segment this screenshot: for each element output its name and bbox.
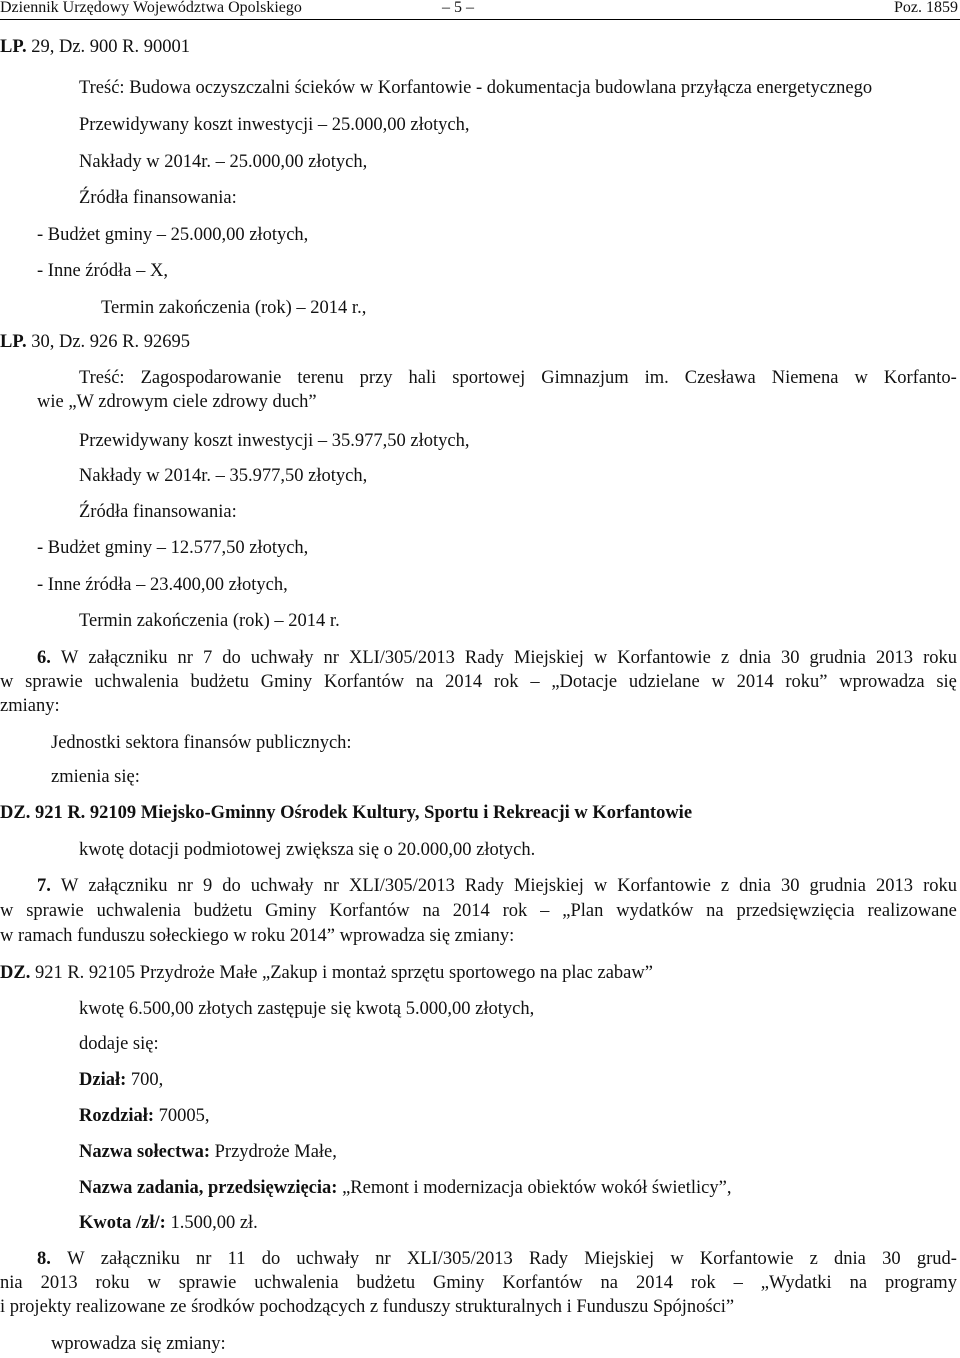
word: wydatków [616, 901, 694, 921]
word: grud- [916, 1249, 957, 1269]
para-8-number: 8. [37, 1249, 51, 1269]
lp-29-codes: 29, Dz. 900 R. 90001 [31, 37, 190, 57]
word: uchwalenia [254, 1273, 339, 1293]
nazwa-solectwa-value: Przydroże Małe, [214, 1142, 337, 1162]
dz-label: DZ. [0, 963, 31, 983]
lp-label: LP. [0, 332, 27, 352]
word: do [261, 1249, 281, 1269]
para-6-line2 [0, 673, 957, 692]
word: nr [177, 648, 193, 668]
word: XLI/305/2013 [348, 648, 455, 668]
kwota-label: Kwota /zł/: [79, 1213, 166, 1233]
word: 2013 [40, 1273, 78, 1293]
word: „Wydatki [760, 1273, 832, 1293]
word: nr [323, 876, 339, 896]
word: Korfantów [329, 901, 410, 921]
word: hali [408, 368, 437, 388]
word: uchwały [250, 648, 314, 668]
word: Korfantowie [617, 648, 711, 668]
word: sprawie [178, 1273, 237, 1293]
word: 2014 [736, 672, 774, 692]
word: Zagospodarowanie [140, 368, 282, 388]
word: w [670, 1249, 684, 1269]
para-6-dz-heading: DZ. 921 R. 92109 Miejsko-Gminny Ośrodek Kultury, Sportu i Rekreacji w Korfantowie [0, 803, 693, 823]
word: Miejskiej [584, 1249, 655, 1269]
word: roku [923, 876, 957, 896]
word: 2014 [635, 1273, 673, 1293]
word: Rady [464, 876, 504, 896]
word: im. [644, 368, 669, 388]
word: grudnia [809, 876, 866, 896]
para-7-rozdzial [79, 1107, 210, 1126]
para-6-kwota: kwotę dotacji podmiotowej zwiększa się o 20.000,00 złotych. [79, 840, 536, 860]
word: nr [323, 648, 339, 668]
kwota-value: 1.500,00 zł. [170, 1213, 258, 1233]
word: na [849, 1273, 868, 1293]
dzial-value: 700, [130, 1070, 164, 1090]
nazwa-zadania-label: Nazwa zadania, przedsięwzięcia: [79, 1178, 338, 1198]
word: – [733, 1273, 743, 1293]
word: na [706, 901, 724, 921]
word: w [711, 672, 725, 692]
para-7-kwote: kwotę 6.500,00 złotych zastępuje się kwotą 5.000,00 złotych, [79, 999, 535, 1019]
para-7-line1 [37, 877, 957, 896]
dzial-label: Dział: [79, 1070, 127, 1090]
word: dnia [739, 876, 771, 896]
word: nia [0, 1273, 23, 1293]
word: załączniku [88, 648, 168, 668]
lp-29-heading [0, 38, 190, 57]
word: w [854, 368, 868, 388]
lp-30-zrodla: Źródła finansowania: [79, 502, 237, 522]
word: – [530, 672, 540, 692]
word: 2014 [452, 901, 490, 921]
word: Gimnazjum [541, 368, 629, 388]
word: na [600, 1273, 618, 1293]
word: Korfantów [323, 672, 405, 692]
word: „Dotacje [551, 672, 618, 692]
position-number: Poz. 1859 [894, 0, 958, 16]
word: w [147, 1273, 161, 1293]
para-7-nazwa-zadania [79, 1179, 731, 1198]
nazwa-zadania-value: „Remont i modernizacja obiektów wokół świetlicy”, [342, 1178, 732, 1198]
word: budżetu [356, 1273, 416, 1293]
word: budżetu [190, 672, 250, 692]
rozdzial-label: Rozdział: [79, 1106, 155, 1126]
word: rok [690, 1273, 716, 1293]
word: 9 [202, 876, 213, 896]
word: roku [923, 648, 957, 668]
para-8-line2 [0, 1274, 957, 1293]
word: Miejskiej [513, 876, 584, 896]
word: uchwały [296, 1249, 360, 1269]
lp-29-tresc: Treść: Budowa oczyszczalni ścieków w Korfantowie - dokumentacja budowlana przyłącza energetycznego [79, 78, 873, 98]
word: Miejskiej [513, 648, 584, 668]
word: XLI/305/2013 [406, 1249, 513, 1269]
word: Gminy [260, 672, 313, 692]
word: do [222, 876, 241, 896]
word: Gminy [265, 901, 317, 921]
word: budżetu [193, 901, 253, 921]
word: z [720, 876, 730, 896]
word: załączniku [100, 1249, 180, 1269]
word: się [936, 672, 957, 692]
lp-30-termin: Termin zakończenia (rok) – 2014 r. [79, 611, 340, 631]
word: nr [196, 1249, 212, 1269]
word: w [593, 648, 608, 668]
word: przedsięwzięcia [736, 901, 855, 921]
lp-30-koszt: Przewidywany koszt inwestycji – 35.977,50 złotych, [79, 431, 470, 451]
word: rok [493, 672, 519, 692]
word: z [809, 1249, 818, 1269]
para-8-line3: i projekty realizowane ze środków pochodzących z funduszy strukturalnych i Funduszu Spójności” [0, 1297, 735, 1317]
lp-30-heading [0, 333, 190, 352]
rozdzial-value: 70005, [158, 1106, 210, 1126]
word: załączniku [88, 876, 168, 896]
nazwa-solectwa-label: Nazwa sołectwa: [79, 1142, 210, 1162]
word: „Plan [562, 901, 604, 921]
word: W [60, 648, 79, 668]
word: 2014 [445, 672, 483, 692]
word: przy [359, 368, 393, 388]
word: uchwały [250, 876, 314, 896]
word: – [540, 901, 550, 921]
word: 30 [882, 1249, 901, 1269]
word: W [60, 876, 79, 896]
word: Gminy [433, 1273, 485, 1293]
para-8-line1 [37, 1250, 957, 1269]
lp-29-koszt: Przewidywany koszt inwestycji – 25.000,00 złotych, [79, 115, 470, 135]
word: wprowadza [839, 672, 925, 692]
para-6-jednostki: Jednostki sektora finansów publicznych: [51, 733, 352, 753]
word: sprawie [26, 901, 84, 921]
lp-30-codes: 30, Dz. 926 R. 92695 [31, 332, 190, 352]
word: grudnia [809, 648, 866, 668]
para-7-nazwa-solectwa [79, 1143, 337, 1162]
word: 7 [202, 648, 213, 668]
word: Korfantów [502, 1273, 583, 1293]
para-8-line4: wprowadza się zmiany: [51, 1334, 226, 1354]
para-7-line3: w ramach funduszu sołeckiego w roku 2014” wprowadza się zmiany: [0, 926, 515, 946]
word: udzielane [628, 672, 700, 692]
word: na [422, 901, 440, 921]
para-7-dodaje: dodaje się: [79, 1034, 159, 1054]
word: 2013 [876, 876, 914, 896]
para-6-zmienia: zmienia się: [51, 767, 140, 787]
lp-30-naklady: Nakłady w 2014r. – 35.977,50 złotych, [79, 466, 368, 486]
word: w [0, 672, 14, 692]
lp-29-termin: Termin zakończenia (rok) – 2014 r., [101, 298, 367, 318]
lp-30-tresc-line2: wie „W zdrowym ciele zdrowy duch” [37, 392, 317, 412]
para-6-line3: zmiany: [0, 696, 60, 716]
para-7-kwota [79, 1214, 258, 1233]
word: w [0, 901, 14, 921]
word: dnia [739, 648, 771, 668]
lp-29-inne: - Inne źródła – X, [37, 261, 168, 281]
journal-title: Dziennik Urzędowy Województwa Opolskiego [0, 0, 302, 16]
para-7-dz-rest: 921 R. 92105 Przydroże Małe „Zakup i montaż sprzętu sportowego na plac zabaw” [34, 963, 653, 983]
word: 2013 [876, 648, 914, 668]
lp-30-inne: - Inne źródła – 23.400,00 złotych, [37, 575, 288, 595]
para-7-number: 7. [37, 876, 51, 896]
word: programy [885, 1273, 957, 1293]
word: Czesława [684, 368, 756, 388]
para-7-dzial [79, 1071, 163, 1090]
word: terenu [297, 368, 344, 388]
word: W [67, 1249, 85, 1269]
word: z [720, 648, 730, 668]
word: Niemena [771, 368, 839, 388]
lp-30-tresc-line1 [79, 369, 957, 388]
word: rok [502, 901, 528, 921]
word: Rady [528, 1249, 569, 1269]
word: sprawie [25, 672, 83, 692]
word: roku [95, 1273, 130, 1293]
word: na [415, 672, 434, 692]
word: Korfantowie [617, 876, 711, 896]
lp-30-budzet: - Budżet gminy – 12.577,50 złotych, [37, 538, 309, 558]
word: Korfantowie [699, 1249, 794, 1269]
lp-label: LP. [0, 37, 27, 57]
para-7-dz-heading [0, 964, 653, 983]
word: nr [177, 876, 193, 896]
para-6-number: 6. [37, 648, 51, 668]
word: 30 [780, 876, 800, 896]
word: Korfanto- [883, 368, 957, 388]
word: uchwalenia [96, 901, 181, 921]
word: uchwalenia [94, 672, 179, 692]
word: XLI/305/2013 [348, 876, 455, 896]
word: realizowane [867, 901, 957, 921]
para-7-line2 [0, 902, 957, 921]
word: 30 [780, 648, 800, 668]
word: Rady [464, 648, 504, 668]
lp-29-naklady: Nakłady w 2014r. – 25.000,00 złotych, [79, 152, 368, 172]
word: do [222, 648, 241, 668]
para-6-line1 [37, 649, 957, 668]
word: w [593, 876, 608, 896]
lp-29-zrodla: Źródła finansowania: [79, 188, 237, 208]
word: dnia [834, 1249, 866, 1269]
page-number: – 5 – [442, 0, 474, 16]
word: sportowej [452, 368, 526, 388]
lp-29-budzet: - Budżet gminy – 25.000,00 złotych, [37, 225, 309, 245]
word: roku” [785, 672, 828, 692]
word: Treść: [79, 368, 125, 388]
word: 11 [227, 1249, 246, 1269]
word: nr [375, 1249, 391, 1269]
header-rule [0, 19, 960, 20]
